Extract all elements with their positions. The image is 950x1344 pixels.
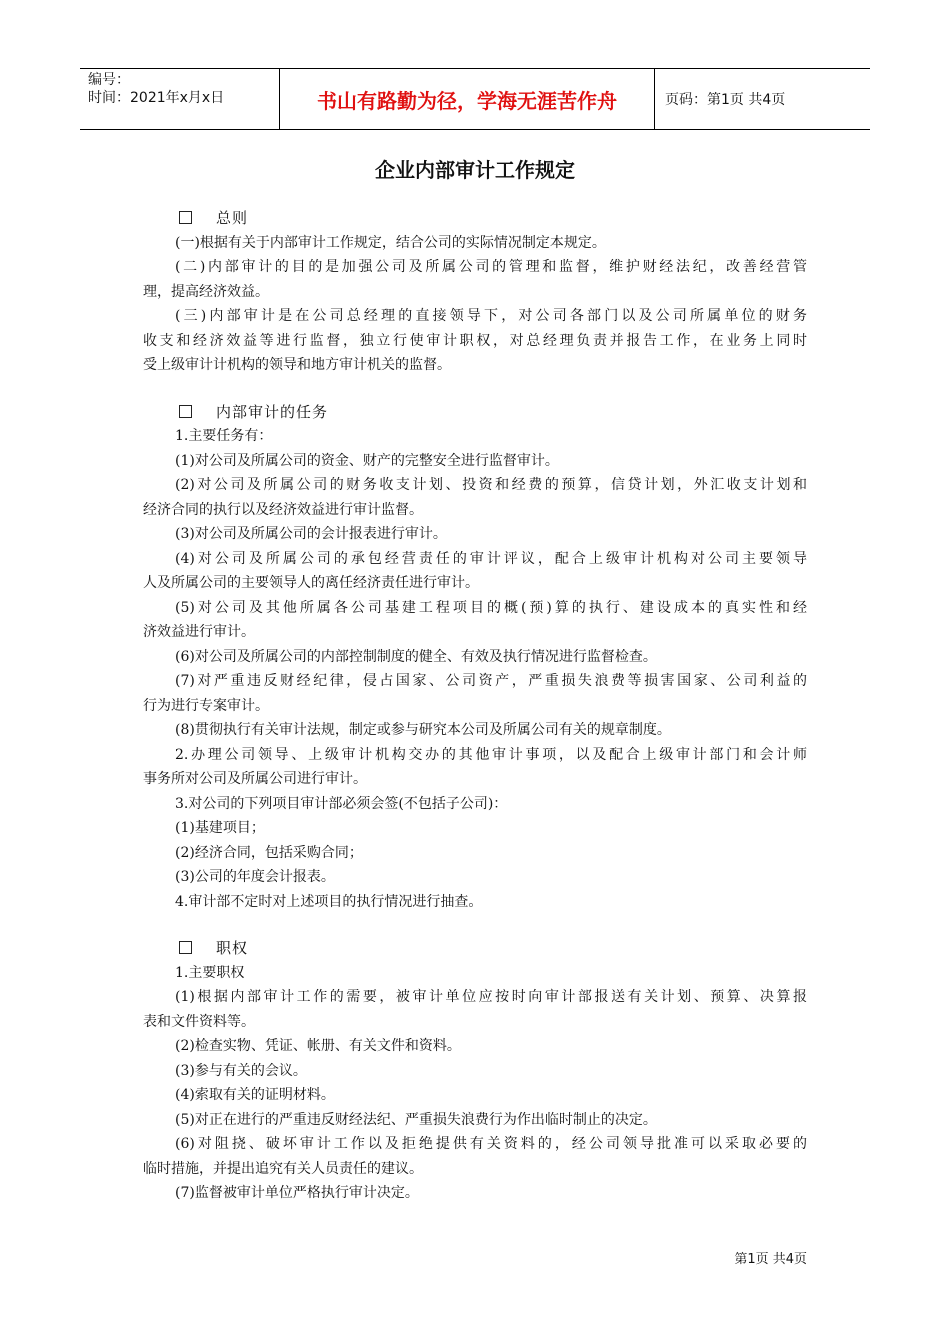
paragraph-line: (1)根据内部审计工作的需要，被审计单位应按时向审计部报送有关计划、预算、决算报 — [175, 989, 807, 1005]
page-header — [80, 68, 870, 130]
paragraph-line: 4.审计部不定时对上述项目的执行情况进行抽查。 — [175, 893, 483, 910]
paragraph-line: 人及所属公司的主要领导人的离任经济责任进行审计。 — [143, 575, 479, 591]
section-heading — [143, 936, 807, 961]
page-footer: 第1页 共4页 — [734, 1252, 807, 1267]
section-spacer — [143, 914, 807, 936]
paragraph-line: 2.办理公司领导、上级审计机构交办的其他审计事项，以及配合上级审计部门和会计师 — [175, 746, 807, 763]
paragraph-line: (4)索取有关的证明材料。 — [175, 1087, 335, 1103]
paragraph-line: 临时措施，并提出追究有关人员责任的建议。 — [143, 1160, 423, 1177]
paragraph-line: (1)基建项目； — [175, 820, 265, 836]
paragraph-line: (7)监督被审计单位严格执行审计决定。 — [175, 1185, 419, 1201]
paragraph-line: (6)对阻挠、破坏审计工作以及拒绝提供有关资料的，经公司领导批准可以采取必要的 — [175, 1136, 807, 1152]
paragraph-line: 理，提高经济效益。 — [143, 283, 269, 300]
header-meta — [80, 69, 280, 129]
section-heading — [143, 400, 807, 425]
paragraph-line: 行为进行专案审计。 — [143, 697, 269, 714]
paragraph-line: 表和文件资料等。 — [143, 1013, 255, 1030]
paragraph-line: 1.主要任务有： — [175, 428, 273, 444]
paragraph-line: (一)根据有关于内部审计工作规定，结合公司的实际情况制定本规定。 — [175, 234, 606, 251]
paragraph-line: (2)检查实物、凭证、帐册、有关文件和资料。 — [175, 1038, 461, 1054]
paragraph-line: (2)对公司及所属公司的财务收支计划、投资和经费的预算，信贷计划，外汇收支计划和 — [175, 477, 807, 493]
checkbox-square-icon — [179, 941, 192, 954]
paragraph-line: (6)对公司及所属公司的内部控制制度的健全、有效及执行情况进行监督检查。 — [175, 648, 657, 665]
paragraph-line: 收支和经济效益等进行监督，独立行使审计职权，对总经理负责并报告工作，在业务上同时 — [143, 332, 807, 349]
document-title: 企业内部审计工作规定 — [375, 158, 575, 182]
paragraph-line: (3)参与有关的会议。 — [175, 1062, 307, 1079]
paragraph-line: 1.主要职权 — [175, 964, 245, 981]
paragraph-line: (4)对公司及所属公司的承包经营责任的审计评议，配合上级审计机构对公司主要领导 — [175, 550, 807, 567]
paragraph-line: (二)内部审计的目的是加强公司及所属公司的管理和监督，维护财经法纪，改善经营管 — [175, 259, 807, 275]
paragraph-line: 经济合同的执行以及经济效益进行审计监督。 — [143, 501, 423, 518]
paragraph-line: (7)对严重违反财经纪律，侵占国家、公司资产，严重损失浪费等损害国家、公司利益的 — [175, 673, 807, 689]
section-heading-text: 职权 — [216, 939, 249, 957]
header-motto: 书山有路勤为径，学海无涯苦作舟 — [280, 69, 655, 129]
paragraph-line: 3.对公司的下列项目审计部必须会签(不包括子公司)： — [175, 795, 508, 812]
section-heading-text: 总则 — [216, 209, 249, 227]
paragraph-line: (三)内部审计是在公司总经理的直接领导下，对公司各部门以及公司所属单位的财务 — [175, 308, 807, 324]
paragraph-line: (1)对公司及所属公司的资金、财产的完整安全进行监督审计。 — [175, 452, 559, 469]
paragraph-line: (3)对公司及所属公司的会计报表进行审计。 — [175, 526, 447, 542]
paragraph-line: 受上级审计计机构的领导和地方审计机关的监督。 — [143, 357, 451, 373]
section-heading — [143, 206, 807, 231]
header-page-label: 页码：第1页 共4页 — [665, 92, 786, 108]
paragraph-line: 济效益进行审计。 — [143, 624, 255, 640]
document-number-label: 编号： — [88, 72, 130, 88]
document-date-label: 时间：2021年x月x日 — [88, 90, 225, 106]
paragraph-line: (5)对正在进行的严重违反财经法纪、严重损失浪费行为作出临时制止的决定。 — [175, 1111, 657, 1128]
section-heading-text: 内部审计的任务 — [216, 402, 329, 421]
checkbox-square-icon — [179, 405, 192, 418]
paragraph-line: (8)贯彻执行有关审计法规，制定或参与研究本公司及所属公司有关的规章制度。 — [175, 722, 671, 738]
document-body — [143, 206, 807, 1206]
checkbox-square-icon — [179, 211, 192, 224]
paragraph-line: 事务所对公司及所属公司进行审计。 — [143, 771, 367, 787]
paragraph-line: (5)对公司及其他所属各公司基建工程项目的概(预)算的执行、建设成本的真实性和经 — [175, 599, 807, 616]
section-spacer — [143, 378, 807, 400]
paragraph-line: (3)公司的年度会计报表。 — [175, 869, 335, 885]
paragraph-line: (2)经济合同，包括采购合同； — [175, 844, 363, 861]
